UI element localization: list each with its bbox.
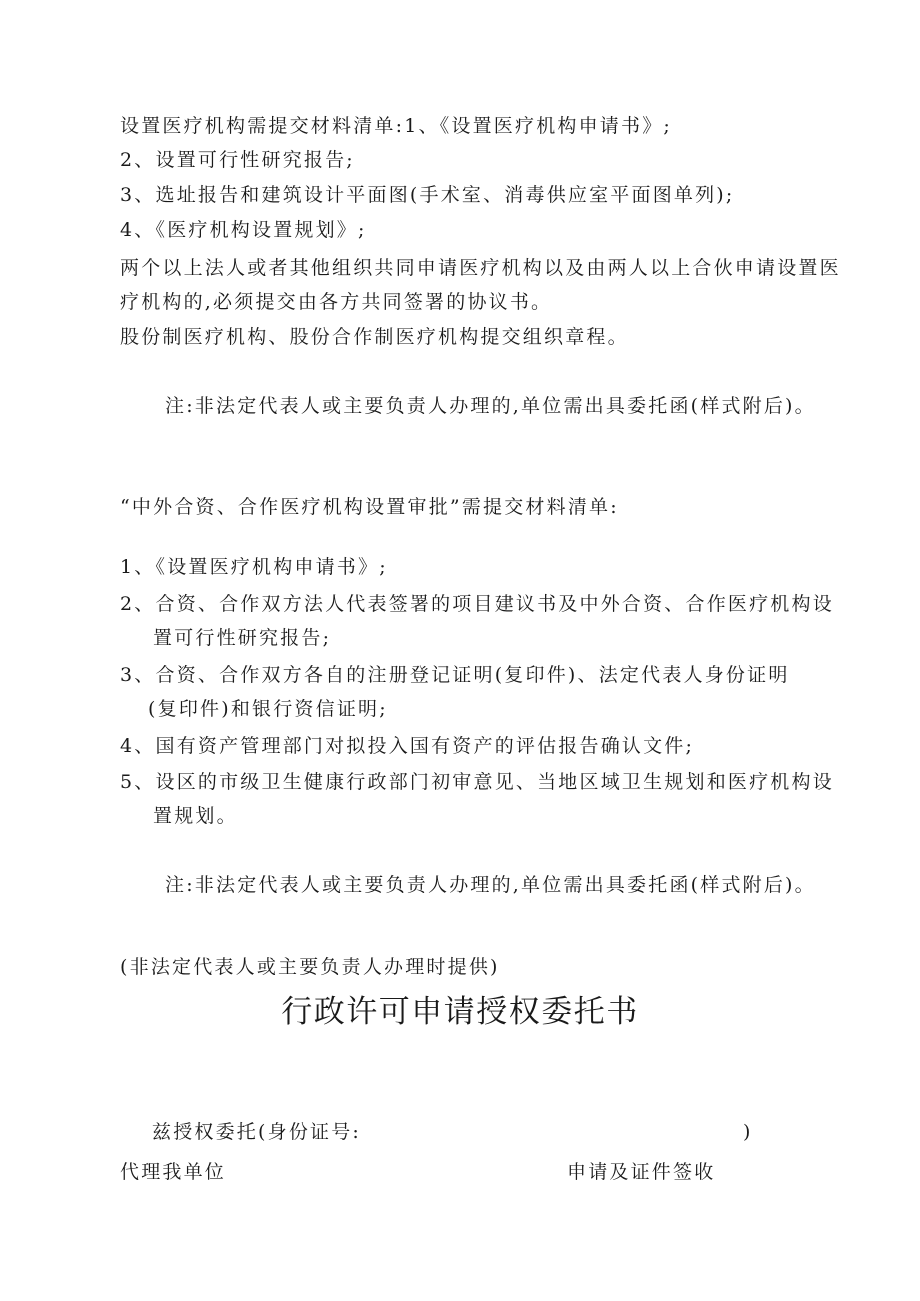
section2-item-5-line-1: 5、设区的市级卫生健康行政部门初审意见、当地区域卫生规划和医疗机构设: [120, 771, 834, 793]
section1-paragraph-2: 股份制医疗机构、股份合作制医疗机构提交组织章程。: [120, 326, 629, 348]
section1-note: 注:非法定代表人或主要负责人办理的,单位需出具委托函(样式附后)。: [165, 395, 816, 417]
section2-item-4: 4、国有资产管理部门对拟投入国有资产的评估报告确认文件;: [120, 735, 695, 757]
section1-item-2: 2、设置可行性研究报告;: [120, 149, 355, 171]
section2-item-2-line-1: 2、合资、合作双方法人代表签署的项目建议书及中外合资、合作医疗机构设: [120, 593, 834, 615]
section2-item-3-line-1: 3、合资、合作双方各自的注册登记证明(复印件)、法定代表人身份证明: [120, 664, 790, 686]
section2-item-1: 1、《设置医疗机构申请书》;: [120, 556, 388, 578]
authorization-line-2-left: 代理我单位: [120, 1161, 227, 1183]
authorization-line-1-close: ): [743, 1121, 753, 1143]
section2-item-5-line-2: 置规划。: [153, 805, 238, 827]
authorization-line-1-text: 兹授权委托(身份证号:: [152, 1121, 362, 1143]
section2-heading: “中外合资、合作医疗机构设置审批”需提交材料清单:: [120, 496, 619, 518]
section2-item-3-line-2: (复印件)和银行资信证明;: [148, 698, 388, 720]
document-title: 行政许可申请授权委托书: [281, 994, 639, 1030]
authorization-preface: (非法定代表人或主要负责人办理时提供): [120, 956, 500, 978]
section2-note: 注:非法定代表人或主要负责人办理的,单位需出具委托函(样式附后)。: [165, 874, 816, 896]
section1-heading: 设置医疗机构需提交材料清单:1、《设置医疗机构申请书》;: [120, 115, 672, 137]
section1-item-4: 4、《医疗机构设置规划》;: [120, 219, 367, 241]
authorization-line-2-right: 申请及证件签收: [567, 1161, 716, 1183]
section1-item-3: 3、选址报告和建筑设计平面图(手术室、消毒供应室平面图单列);: [120, 184, 735, 206]
section1-paragraph-line-2: 疗机构的,必须提交由各方共同签署的协议书。: [120, 291, 553, 313]
section1-paragraph-line-1: 两个以上法人或者其他组织共同申请医疗机构以及由两人以上合伙申请设置医: [120, 257, 841, 279]
section2-item-2-line-2: 置可行性研究报告;: [153, 627, 332, 649]
